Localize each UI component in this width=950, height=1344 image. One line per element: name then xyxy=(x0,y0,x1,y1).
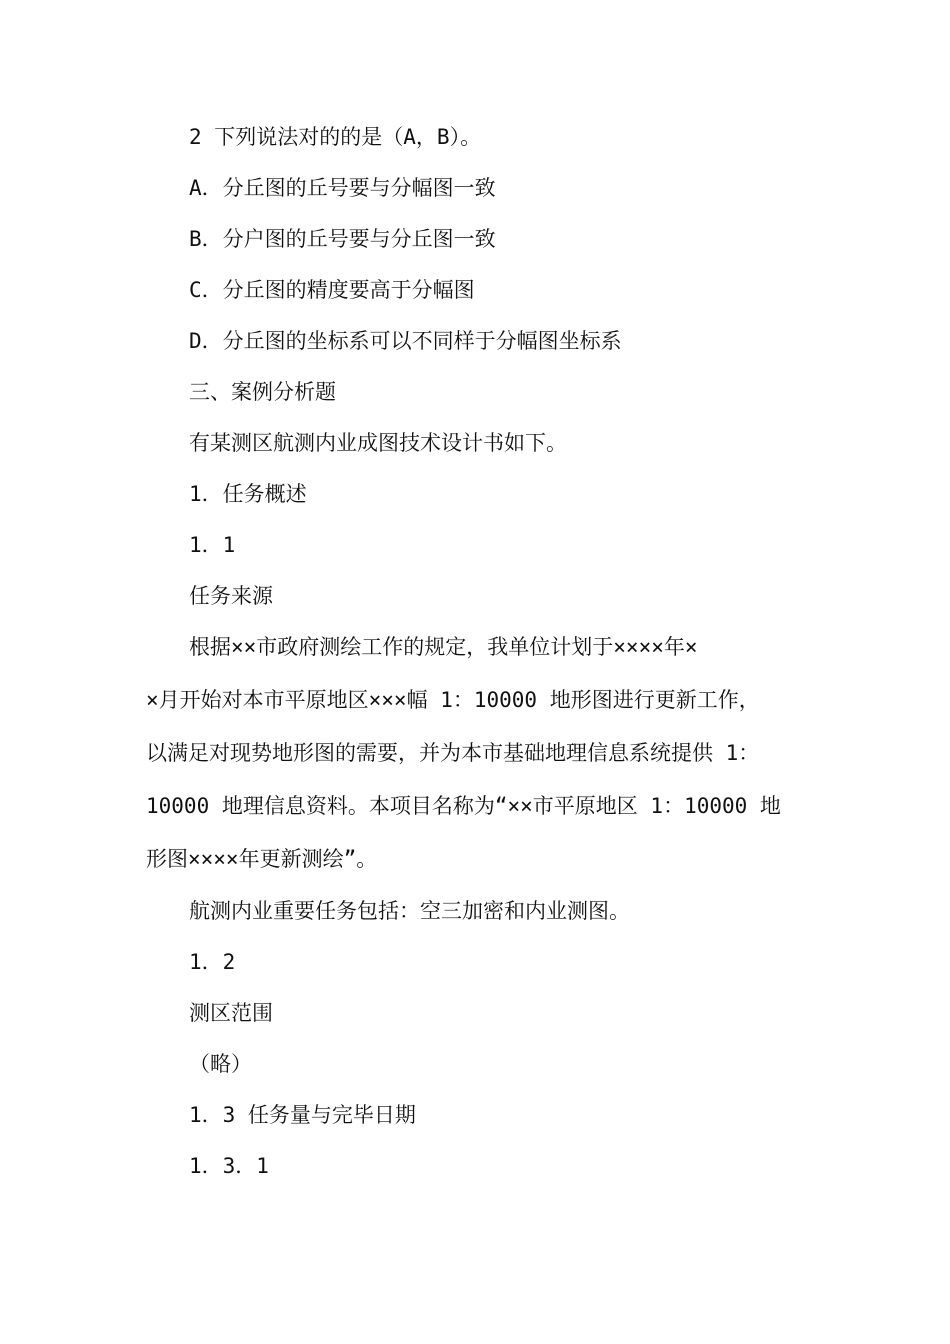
paragraph-line: 以满足对现势地形图的需要，并为本市基础地理信息系统提供 1： xyxy=(146,741,760,765)
option-b: B．分户图的丘号要与分丘图一致 xyxy=(189,227,496,251)
paragraph-line: 形图××××年更新测绘”。 xyxy=(146,847,378,871)
intro-paragraph: 有某测区航测内业成图技术设计书如下。 xyxy=(189,431,567,455)
section-heading-case-analysis: 三、案例分析题 xyxy=(189,380,336,404)
question-2-stem: 2 下列说法对的的是（A，B）。 xyxy=(189,125,482,149)
heading-1-1-title: 任务来源 xyxy=(189,584,273,608)
heading-1-1-number: 1．1 xyxy=(189,533,236,557)
paragraph-line: 根据××市政府测绘工作的规定，我单位计划于××××年× xyxy=(189,635,698,659)
omitted-note: （略） xyxy=(189,1052,252,1076)
heading-1-2-title: 测区范围 xyxy=(189,1001,273,1025)
heading-1-3: 1．3 任务量与完毕日期 xyxy=(189,1103,416,1127)
heading-1-3-1: 1．3．1 xyxy=(189,1154,269,1178)
option-c: C．分丘图的精度要高于分幅图 xyxy=(189,278,475,302)
paragraph-tasks: 航测内业重要任务包括：空三加密和内业测图。 xyxy=(189,899,630,923)
paragraph-line: ×月开始对本市平原地区×××幅 1：10000 地形图进行更新工作， xyxy=(146,688,760,712)
heading-1-2-number: 1．2 xyxy=(189,950,236,974)
option-a: A．分丘图的丘号要与分幅图一致 xyxy=(189,176,496,200)
paragraph-line: 10000 地理信息资料。本项目名称为“××市平原地区 1：10000 地 xyxy=(146,794,781,818)
option-d: D．分丘图的坐标系可以不同样于分幅图坐标系 xyxy=(189,329,622,353)
heading-1: 1．任务概述 xyxy=(189,482,307,506)
